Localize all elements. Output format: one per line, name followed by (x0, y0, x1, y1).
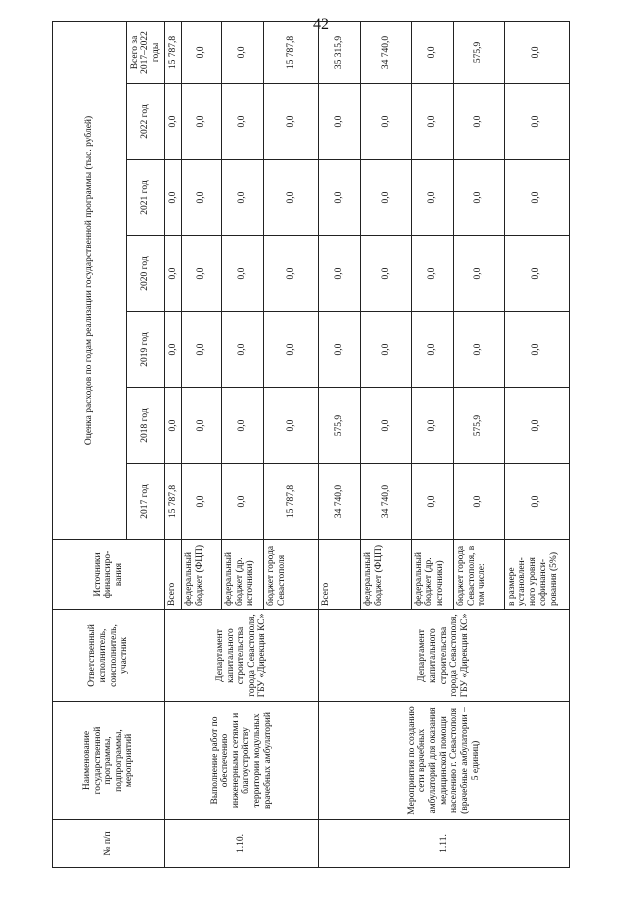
amount-cell: 0,0 (504, 84, 569, 160)
amount-total: 0,0 (221, 21, 263, 83)
amount-cell: 0,0 (165, 84, 182, 160)
amount-cell: 0,0 (165, 312, 182, 388)
page-number: 42 (313, 16, 329, 33)
amount-cell: 0,0 (361, 236, 412, 312)
funding-source: бюджет города Севастополя, в том числе: (453, 540, 504, 610)
amount-cell: 0,0 (221, 84, 263, 160)
amount-cell: 0,0 (453, 464, 504, 540)
amount-cell: 0,0 (318, 236, 360, 312)
header-year: 2022 год (127, 84, 165, 160)
table-row (165, 21, 182, 867)
amount-cell: 0,0 (504, 388, 569, 464)
amount-cell: 0,0 (361, 312, 412, 388)
funding-source: федеральный бюджет (др. источники) (221, 540, 263, 610)
amount-cell: 0,0 (181, 84, 221, 160)
funding-source: федеральный бюджет (ФЦП) (361, 540, 412, 610)
amount-total: 0,0 (504, 21, 569, 83)
measure-name: Мероприятия по созданию сети врачебных амбулаторий для оказания медицинской помощи населению г. Севастополя (врачебные амбулатории – 5 единиц) (318, 702, 569, 820)
amount-cell: 0,0 (453, 84, 504, 160)
funding-source: Всего (318, 540, 360, 610)
amount-cell: 0,0 (361, 160, 412, 236)
amount-cell: 0,0 (181, 388, 221, 464)
amount-cell: 15 787,8 (165, 464, 182, 540)
funding-source: бюджет города Севастополя (264, 540, 319, 610)
amount-cell: 0,0 (411, 312, 453, 388)
executor: Департамент капитального строительства города Севастополя, ГБУ «Дирекция КС» (318, 610, 569, 702)
amount-cell: 0,0 (453, 160, 504, 236)
amount-total: 0,0 (411, 21, 453, 83)
financing-table (52, 21, 570, 868)
funding-source: Всего (165, 540, 182, 610)
funding-source: в размере установлен-ного уровня софинанси-рования (5%) (504, 540, 569, 610)
amount-cell: 0,0 (181, 160, 221, 236)
amount-cell: 0,0 (504, 236, 569, 312)
amount-cell: 0,0 (411, 236, 453, 312)
amount-cell: 0,0 (221, 312, 263, 388)
table-body (165, 21, 570, 867)
amount-cell: 0,0 (264, 312, 319, 388)
amount-cell: 0,0 (181, 312, 221, 388)
amount-cell: 0,0 (221, 236, 263, 312)
amount-cell: 34 740,0 (318, 464, 360, 540)
amount-cell: 0,0 (181, 464, 221, 540)
amount-total: 34 740,0 (361, 21, 412, 83)
amount-total: 575,9 (453, 21, 504, 83)
executor: Департамент капитального строительства города Севастополя, ГБУ «Дирекция КС» (165, 610, 319, 702)
amount-total: 0,0 (181, 21, 221, 83)
amount-cell: 0,0 (181, 236, 221, 312)
header-year-total: Всего за 2017–2022 годы (127, 21, 165, 83)
amount-cell: 0,0 (318, 160, 360, 236)
amount-cell: 0,0 (411, 160, 453, 236)
amount-cell: 0,0 (361, 388, 412, 464)
header-executor: Ответственный исполнитель, соисполнитель, участник (53, 610, 165, 702)
amount-cell: 34 740,0 (361, 464, 412, 540)
amount-cell: 0,0 (165, 236, 182, 312)
amount-cell: 0,0 (165, 160, 182, 236)
amount-cell: 0,0 (318, 84, 360, 160)
amount-cell: 0,0 (221, 160, 263, 236)
amount-cell: 0,0 (504, 464, 569, 540)
amount-cell: 0,0 (221, 464, 263, 540)
amount-cell: 0,0 (411, 84, 453, 160)
header-source: Источники финансиро-вания (53, 540, 165, 610)
amount-cell: 0,0 (318, 312, 360, 388)
table-row (318, 21, 360, 867)
amount-cell: 0,0 (221, 388, 263, 464)
header-year: 2018 год (127, 388, 165, 464)
measure-name: Выполнение работ по обеспечению инженерными сетями и благоустройству территории модульных врачебных амбулаторий (165, 702, 319, 820)
amount-cell: 0,0 (411, 464, 453, 540)
amount-cell: 0,0 (504, 312, 569, 388)
amount-cell: 0,0 (264, 236, 319, 312)
amount-total: 15 787,8 (165, 21, 182, 83)
amount-cell: 0,0 (453, 236, 504, 312)
header-estimate: Оценка расходов по годам реализации государственной программы (тыс. рублей) (53, 21, 127, 539)
header-num: № п/п (53, 820, 165, 868)
amount-cell: 0,0 (453, 312, 504, 388)
funding-source: федеральный бюджет (ФЦП) (181, 540, 221, 610)
row-number: 1.10. (165, 820, 319, 868)
funding-source: федеральный бюджет (др. источники) (411, 540, 453, 610)
header-year: 2020 год (127, 236, 165, 312)
amount-cell: 0,0 (165, 388, 182, 464)
table-container (52, 31, 570, 868)
amount-cell: 0,0 (264, 160, 319, 236)
amount-total: 35 315,9 (318, 21, 360, 83)
amount-cell: 0,0 (361, 84, 412, 160)
header-year: 2017 год (127, 464, 165, 540)
header-year: 2019 год (127, 312, 165, 388)
amount-cell: 575,9 (318, 388, 360, 464)
amount-cell: 0,0 (264, 84, 319, 160)
amount-cell: 575,9 (453, 388, 504, 464)
amount-cell: 0,0 (264, 388, 319, 464)
header-name: Наименование государственной программы, подпрограммы, мероприятий (53, 702, 165, 820)
amount-cell: 0,0 (411, 388, 453, 464)
amount-total: 15 787,8 (264, 21, 319, 83)
amount-cell: 0,0 (504, 160, 569, 236)
amount-cell: 15 787,8 (264, 464, 319, 540)
row-number: 1.11. (318, 820, 569, 868)
header-year: 2021 год (127, 160, 165, 236)
